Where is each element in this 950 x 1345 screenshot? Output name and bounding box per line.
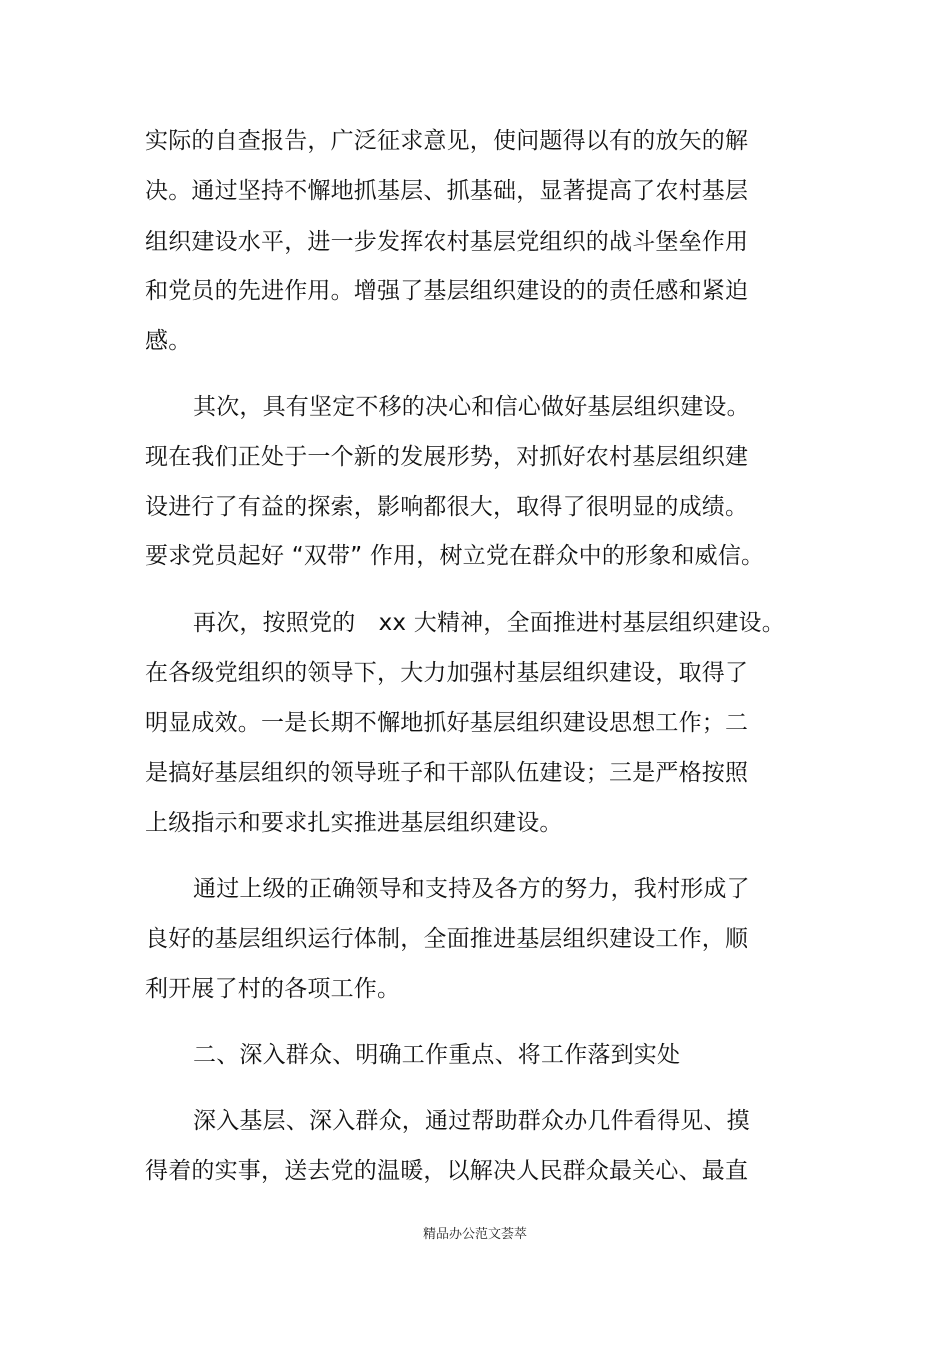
paragraph-line: 设进行了有益的探索，影响都很大，取得了很明显的成绩。 bbox=[145, 494, 749, 520]
paragraph-line: 上级指示和要求扎实推进基层组织建设。 bbox=[145, 810, 563, 836]
paragraph-line: 是搞好基层组织的领导班子和干部队伍建设；三是严格按照 bbox=[145, 760, 749, 786]
paragraph-line: 组织建设水平，进一步发挥农村基层党组织的战斗堡垒作用 bbox=[145, 229, 749, 255]
paragraph-line: 利开展了村的各项工作。 bbox=[145, 976, 401, 1002]
paragraph-line: 感。 bbox=[145, 328, 192, 354]
page-footer: 精品办公范文荟萃 bbox=[422, 1227, 527, 1242]
paragraph-line: 实际的自查报告，广泛征求意见，使问题得以有的放矢的解 bbox=[145, 128, 749, 154]
paragraph-line: 和党员的先进作用。增强了基层组织建设的的责任感和紧迫 bbox=[145, 278, 749, 304]
paragraph-line: 得着的实事，送去党的温暖，以解决人民群众最关心、最直 bbox=[145, 1158, 749, 1184]
paragraph-line: 通过上级的正确领导和支持及各方的努力，我村形成了 bbox=[193, 876, 750, 902]
paragraph-line: 要求党员起好 “双带” 作用，树立党在群众中的形象和威信。 bbox=[145, 543, 765, 569]
paragraph-line: 在各级党组织的领导下，大力加强村基层组织建设，取得了 bbox=[145, 660, 749, 686]
section-heading: 二、深入群众、明确工作重点、将工作落到实处 bbox=[193, 1042, 681, 1068]
paragraph-line: 其次，具有坚定不移的决心和信心做好基层组织建设。 bbox=[193, 394, 750, 420]
paragraph-line: 再次，按照党的 xx 大精神，全面推进村基层组织建设。 bbox=[193, 610, 785, 636]
paragraph-line: 深入基层、深入群众，通过帮助群众办几件看得见、摸 bbox=[193, 1108, 750, 1134]
paragraph-line: 决。通过坚持不懈地抓基层、抓基础，显著提高了农村基层 bbox=[145, 178, 749, 204]
paragraph-line: 良好的基层组织运行体制，全面推进基层组织建设工作，顺 bbox=[145, 926, 749, 952]
paragraph-line: 现在我们正处于一个新的发展形势，对抓好农村基层组织建 bbox=[145, 444, 749, 470]
paragraph-line: 明显成效。一是长期不懈地抓好基层组织建设思想工作；二 bbox=[145, 710, 749, 736]
